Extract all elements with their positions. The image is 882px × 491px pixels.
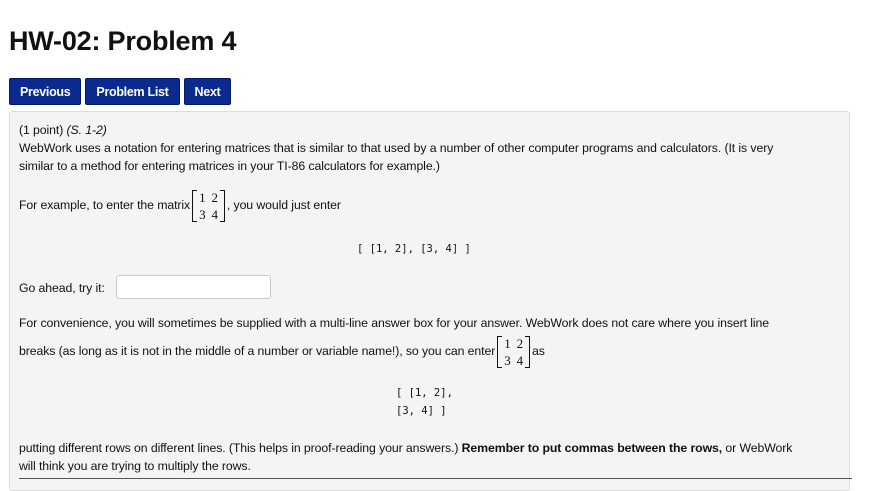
multiline-code-line-2: [3, 4] ] [396,405,447,417]
closing-emphasis: Remember to put commas between the rows, [461,441,723,455]
closing-suffix: or WebWork [722,441,793,455]
intro-line-1: WebWork uses a notation for entering matrices that is similar to that used by a number of other computer programs and calculators. (It is very [19,141,774,155]
matrix-cell: 4 [516,352,524,368]
matrix-cell: 1 [504,335,511,351]
divider [19,478,852,479]
problem-navigation [9,78,231,105]
matrix-cell: 3 [504,352,511,368]
matrix-display [497,335,530,369]
example-suffix: , you would just enter [226,198,341,212]
try-label: Go ahead, try it: [19,281,105,295]
previous-button[interactable]: Previous [9,78,81,105]
example-prefix: For example, to enter the matrix [19,198,191,212]
problem-source: (S. 1-2) [66,123,107,137]
convenience-prefix: breaks (as long as it is not in the middle of a number or variable name!), so you can enter [19,344,496,358]
convenience-suffix: as [532,344,545,358]
matrix-cell: 3 [199,206,206,222]
matrix-cell: 2 [211,189,218,205]
convenience-line-2 [19,332,545,370]
matrix-cell: 4 [211,206,218,222]
matrix-display [192,189,225,223]
closing-line-2: will think you are trying to multiply the rows. [19,459,251,473]
convenience-line-1: For convenience, you will sometimes be supplied with a multi-line answer box for your answer. WebWork does not care where you insert line [19,316,769,330]
problem-panel [9,111,850,491]
matrix-cell: 1 [199,189,206,205]
page-title: HW-02: Problem 4 [9,26,237,56]
closing-line-1 [19,439,792,457]
closing-prefix: putting different rows on different lines. (This helps in proof-reading your answers.) [19,441,462,455]
answer-input[interactable] [116,275,271,299]
example-code: [ [1, 2], [3, 4] ] [357,243,471,255]
intro-line-2: similar to a method for entering matrices in your TI-86 calculators for example.) [19,159,440,173]
next-button[interactable]: Next [184,78,232,105]
problem-list-button[interactable]: Problem List [85,78,179,105]
matrix-cell: 2 [516,335,524,351]
point-value: (1 point) [19,123,67,137]
example-sentence [19,186,341,224]
problem-header [19,121,107,139]
multiline-code-line-1: [ [1, 2], [396,387,453,399]
